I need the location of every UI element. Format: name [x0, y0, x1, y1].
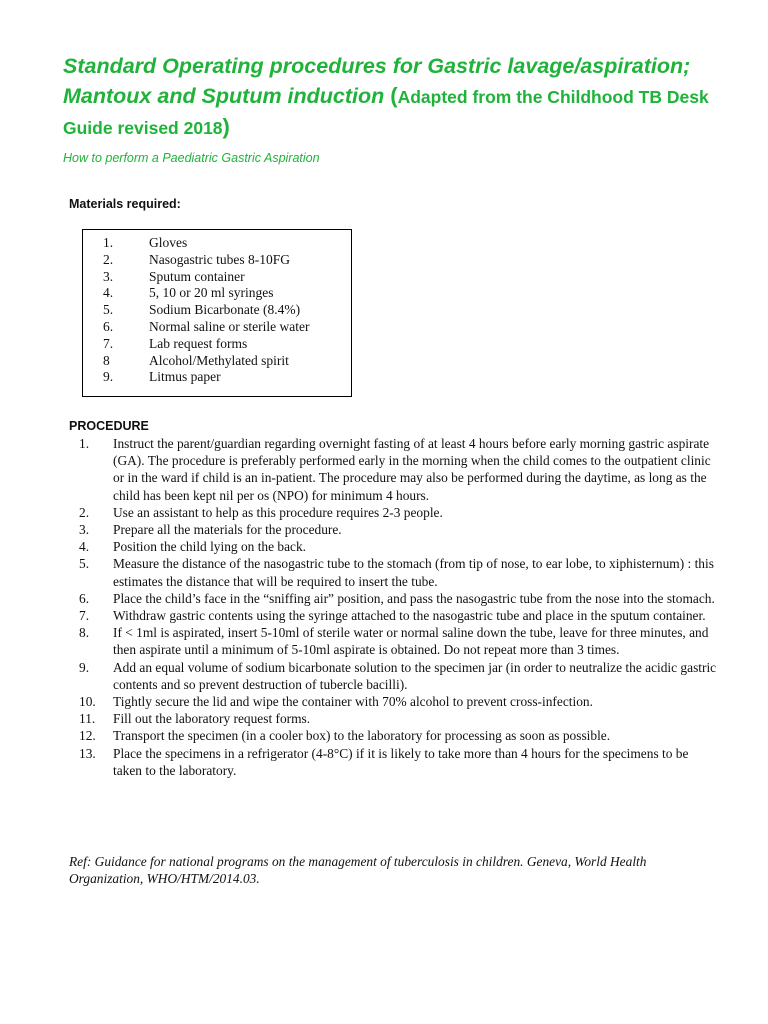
- materials-item-number: 8: [103, 352, 110, 368]
- procedure-step-number: 11.: [79, 711, 96, 727]
- materials-item-text: Normal saline or sterile water: [149, 318, 310, 334]
- title-close-paren: ): [222, 114, 230, 139]
- document-subtitle: How to perform a Paediatric Gastric Aspiration: [63, 151, 320, 165]
- materials-box: [82, 229, 352, 397]
- procedure-step-number: 4.: [79, 539, 90, 555]
- procedure-step: [69, 538, 719, 555]
- materials-item-text: Sputum container: [149, 268, 245, 284]
- materials-item-number: 2.: [103, 251, 114, 267]
- procedure-list: [69, 435, 719, 779]
- procedure-step-text: If < 1ml is aspirated, insert 5-10ml of sterile water or normal saline down the tube, leave for three minutes, and then aspirate until a minimum of 5-10ml aspirate is obtained. Do not repeat more than 3 times.: [113, 625, 709, 658]
- materials-item-number: 9.: [103, 369, 114, 385]
- materials-item: [83, 336, 351, 353]
- procedure-step-number: 9.: [79, 659, 90, 675]
- materials-item-text: Nasogastric tubes 8-10FG: [149, 251, 290, 267]
- procedure-step-number: 1.: [79, 436, 90, 451]
- procedure-step: [69, 693, 719, 710]
- title-main: Standard Operating procedures for Gastric lavage/aspiration; Mantoux and Sputum induction: [63, 54, 691, 108]
- procedure-step: [69, 435, 719, 504]
- materials-item: [83, 302, 351, 319]
- procedure-step: [69, 710, 719, 727]
- procedure-step-text: Transport the specimen (in a cooler box) to the laboratory for processing as soon as possible.: [113, 728, 611, 744]
- materials-item-number: 5.: [103, 302, 114, 318]
- title-open-paren: (: [390, 83, 398, 108]
- materials-item: [83, 252, 351, 269]
- procedure-step-text: Add an equal volume of sodium bicarbonate solution to the specimen jar (in order to neutralize the acidic gastric contents and so prevent destruction of tubercle bacilli).: [113, 659, 717, 692]
- procedure-step-number: 2.: [79, 504, 90, 520]
- procedure-step-text: Use an assistant to help as this procedure requires 2-3 people.: [113, 504, 443, 520]
- materials-list: [83, 230, 351, 386]
- procedure-step-number: 3.: [79, 522, 90, 538]
- materials-item: [83, 235, 351, 252]
- procedure-step-number: 6.: [79, 590, 90, 606]
- procedure-step-number: 8.: [79, 625, 90, 641]
- materials-item: [83, 319, 351, 336]
- procedure-step-number: 5.: [79, 556, 90, 572]
- materials-item: [83, 269, 351, 286]
- reference-note: Ref: Guidance for national programs on the management of tuberculosis in children. Geneva, World Health Organization, WHO/HTM/2014.03.: [69, 854, 647, 887]
- materials-item-number: 4.: [103, 285, 114, 301]
- procedure-step: [69, 504, 719, 521]
- procedure-step: [69, 555, 719, 589]
- procedure-step-number: 7.: [79, 608, 90, 624]
- procedure-step-text: Withdraw gastric contents using the syringe attached to the nasogastric tube and place in the sputum container.: [113, 608, 706, 624]
- materials-item-number: 7.: [103, 335, 114, 351]
- procedure-step: [69, 624, 719, 658]
- materials-item-text: Lab request forms: [149, 335, 248, 351]
- procedure-step-text: Place the child’s face in the “sniffing air” position, and pass the nasogastric tube from the nose into the stomach.: [113, 590, 715, 606]
- procedure-step-text: Place the specimens in a refrigerator (4-8°C) if it is likely to take more than 4 hours for the specimens to be taken to the laboratory.: [113, 745, 689, 778]
- procedure-step: [69, 521, 719, 538]
- procedure-step: [69, 659, 719, 693]
- procedure-step-text: Position the child lying on the back.: [113, 539, 307, 555]
- materials-item-text: Litmus paper: [149, 369, 221, 385]
- materials-item-number: 1.: [103, 235, 114, 250]
- procedure-step-number: 12.: [79, 728, 96, 744]
- procedure-step-text: Instruct the parent/guardian regarding overnight fasting of at least 4 hours before early morning gastric aspirate (GA). The procedure is preferably performed early in the morning when the child comes to the outpatient clinic or in the ward if child is an in-patient. The procedure may also be performed during the daytime, as long as the child has been kept nil per os (NPO) for minimum 4 hours.: [113, 436, 711, 503]
- materials-item-text: Sodium Bicarbonate (8.4%): [149, 302, 301, 318]
- materials-item-number: 6.: [103, 318, 114, 334]
- materials-item: [83, 369, 351, 386]
- procedure-step: [69, 590, 719, 607]
- procedure-step: [69, 607, 719, 624]
- procedure-step-number: 10.: [79, 694, 96, 710]
- procedure-step-text: Fill out the laboratory request forms.: [113, 711, 311, 727]
- materials-item: [83, 353, 351, 370]
- procedure-step-text: Tightly secure the lid and wipe the container with 70% alcohol to prevent cross-infection.: [113, 694, 593, 710]
- procedure-step: [69, 727, 719, 744]
- materials-item-text: Gloves: [149, 235, 188, 250]
- materials-item-number: 3.: [103, 268, 114, 284]
- document-title: [63, 52, 743, 143]
- procedure-step-text: Measure the distance of the nasogastric tube to the stomach (from tip of nose, to ear lobe, to xiphisternum) : this estimates the distance that will be required to insert the tube.: [113, 556, 714, 589]
- materials-item-text: 5, 10 or 20 ml syringes: [149, 285, 274, 301]
- materials-item-text: Alcohol/Methylated spirit: [149, 352, 289, 368]
- materials-item: [83, 285, 351, 302]
- materials-heading: Materials required:: [69, 197, 181, 211]
- procedure-step-number: 13.: [79, 745, 96, 761]
- procedure-step: [69, 745, 719, 779]
- procedure-step-text: Prepare all the materials for the procedure.: [113, 522, 342, 538]
- title-adapted-note: Adapted from the Childhood TB Desk Guide revised 2018: [63, 87, 709, 138]
- procedure-heading: PROCEDURE: [69, 419, 149, 433]
